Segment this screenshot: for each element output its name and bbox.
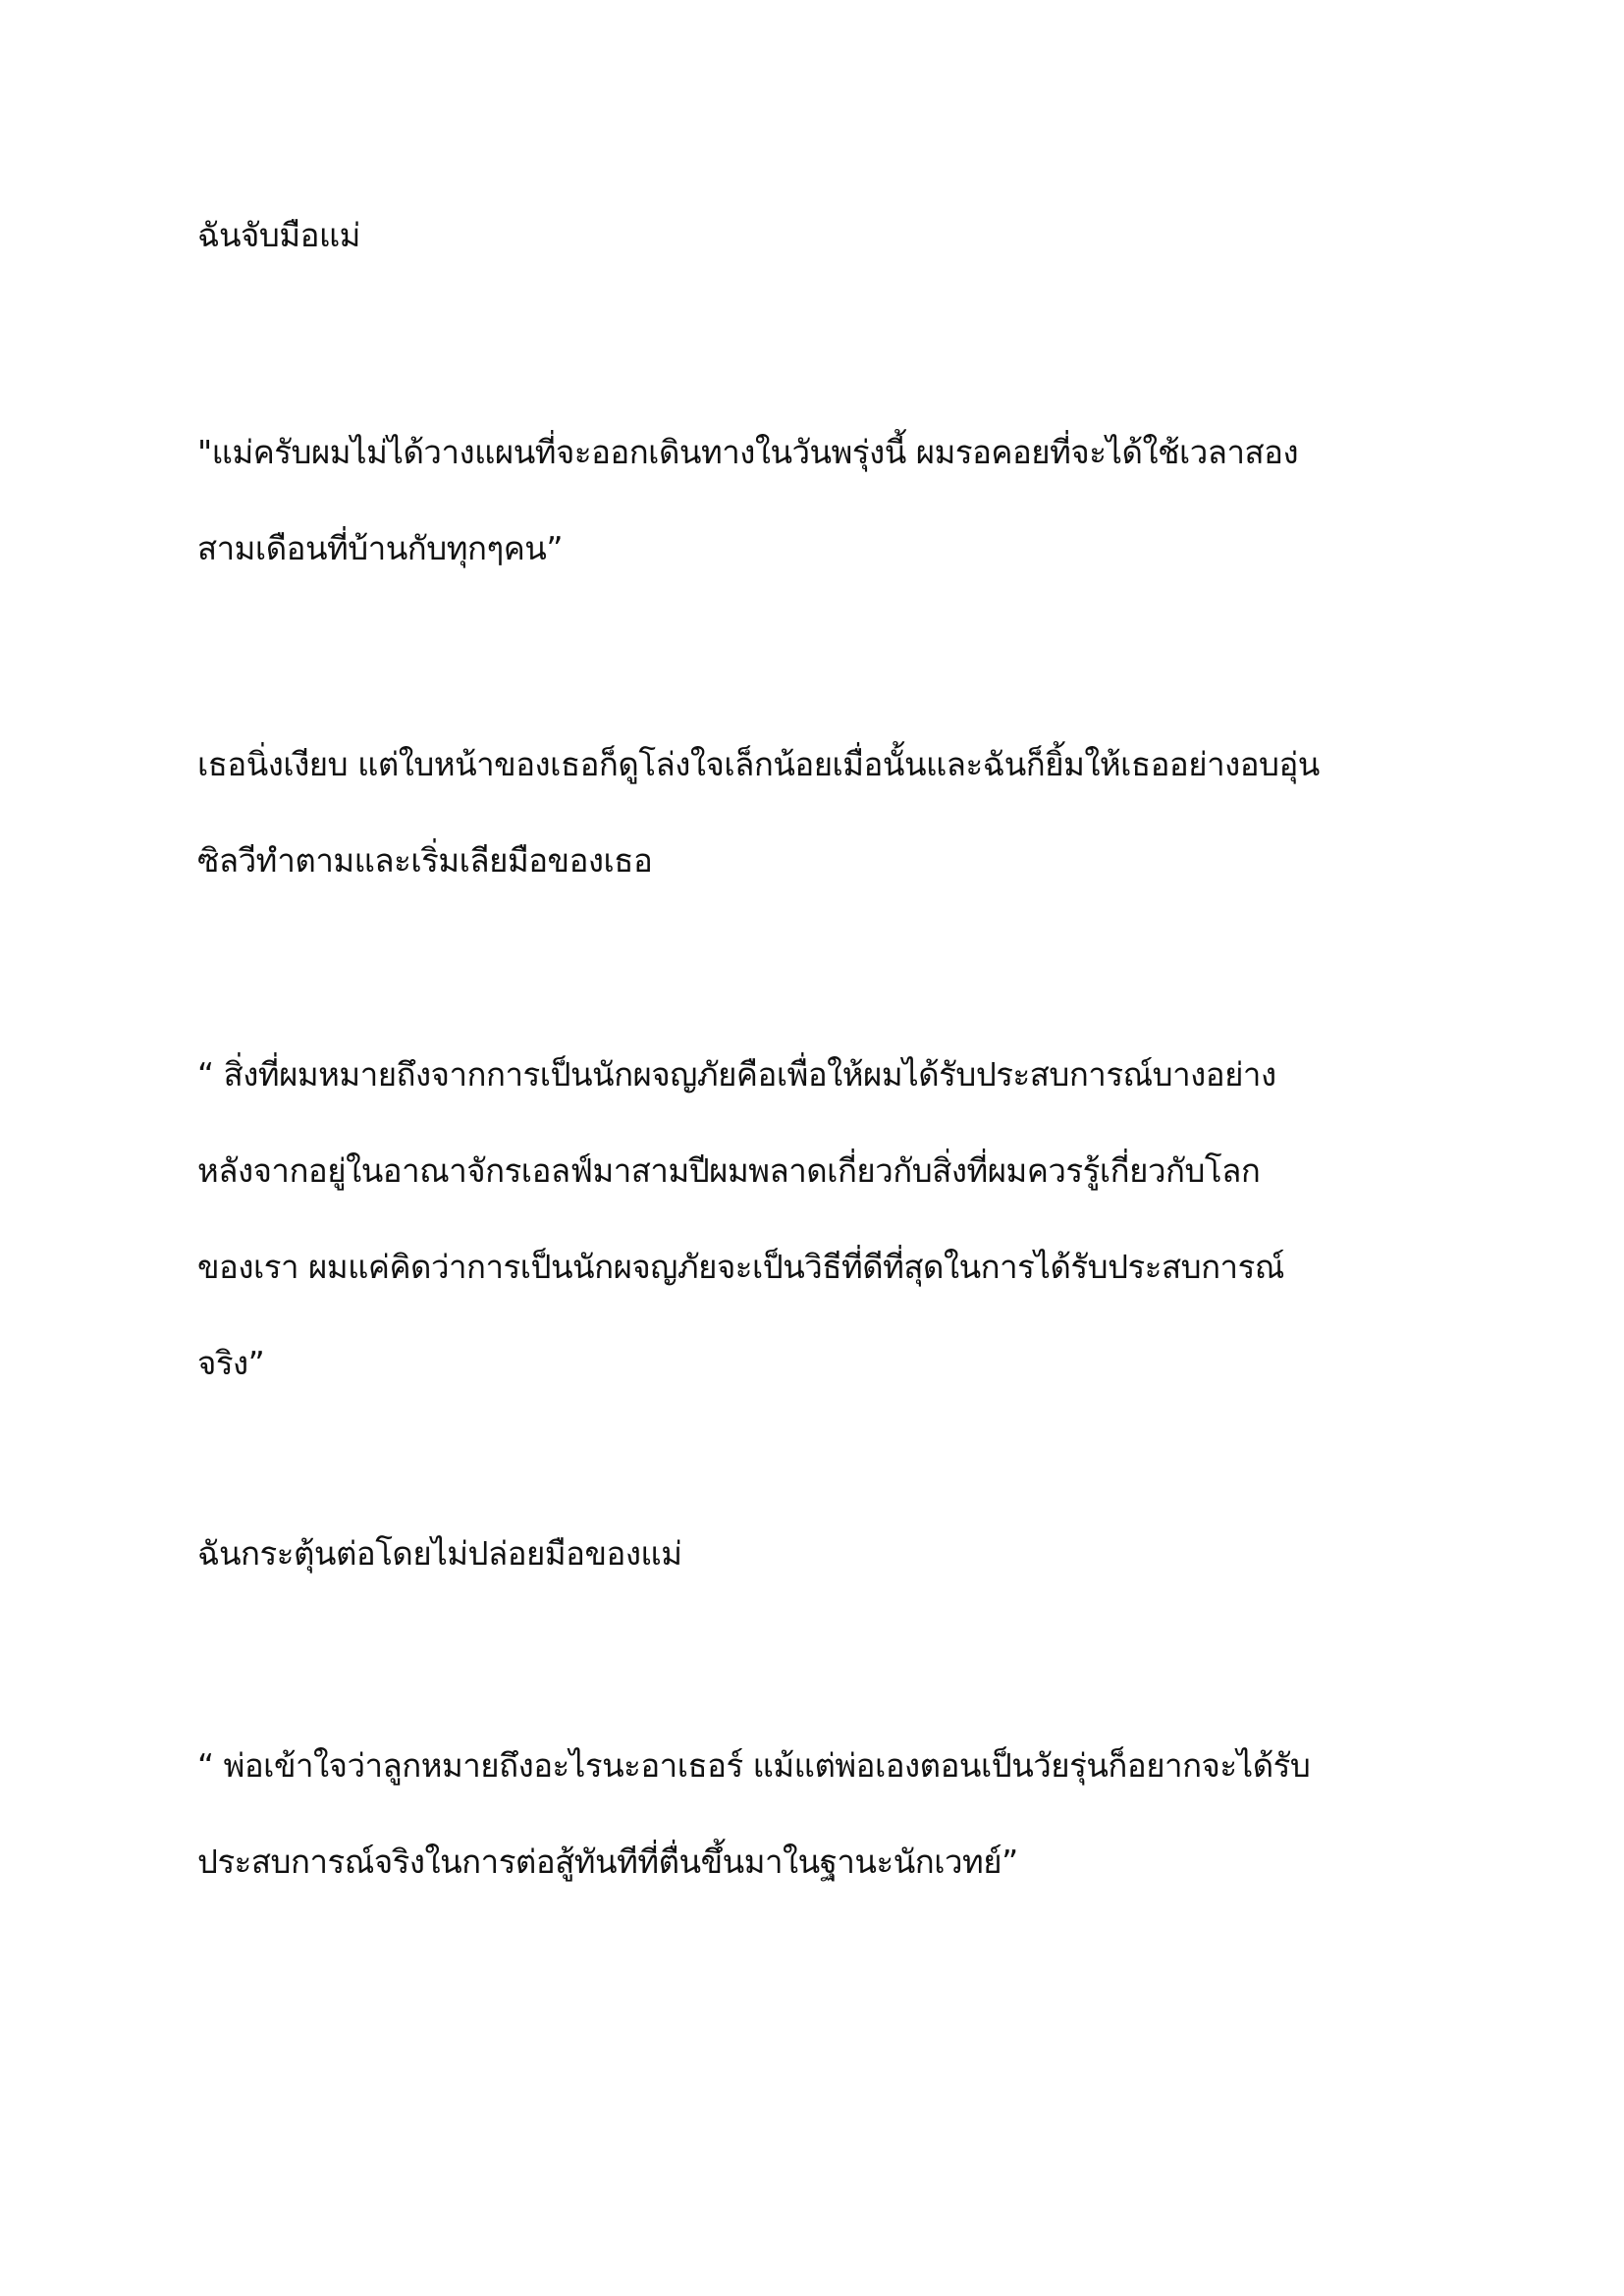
paragraph-line: “ พ่อเข้าใจว่าลูกหมายถึงอะไรนะอาเธอร์ แม้แต่พ่อเองตอนเป็นวัยรุ่นก็อยากจะได้รับ [197,1746,1311,1785]
paragraph-line: "แม่ครับผมไม่ได้วางแผนที่จะออกเดินทางในวันพรุ่งนี้ ผมรอคอยที่จะได้ใช้เวลาสอง [197,433,1299,471]
paragraph-line: ประสบการณ์จริงในการต่อสู้ทันทีที่ตื่นขึ้นมาในฐานะนักเวทย์” [197,1842,1018,1881]
paragraph-line: ฉันจับมือแม่ [197,216,360,254]
paragraph-3 [197,717,1464,909]
paragraph-line: “ สิ่งที่ผมหมายถึงจากการเป็นนักผจญภัยคือเพื่อให้ผมได้รับประสบการณ์บางอย่าง [197,1055,1276,1094]
paragraph-1 [197,187,1464,284]
paragraph-line: ซิลวีทำตามและเริ่มเลียมือของเธอ [197,841,653,880]
paragraph-line: สามเดือนที่บ้านกับทุกๆคน” [197,529,563,567]
paragraph-4 [197,1027,1464,1412]
paragraph-line: ของเรา ผมแค่คิดว่าการเป็นนักผจญภัยจะเป็นวิธีที่ดีที่สุดในการได้รับประสบการณ์ [197,1248,1284,1286]
paragraph-line: เธอนิ่งเงียบ แต่ใบหน้าของเธอก็ดูโล่งใจเล็กน้อยเมื่อนั้นและฉันก็ยิ้มให้เธออย่างอบอุ่น [197,745,1320,783]
paragraph-2 [197,404,1464,597]
paragraph-line: หลังจากอยู่ในอาณาจักรเอลฟ์มาสามปีผมพลาดเกี่ยวกับสิ่งที่ผมควรรู้เกี่ยวกับโลก [197,1151,1261,1190]
paragraph-5 [197,1506,1464,1602]
paragraph-6 [197,1718,1464,1910]
paragraph-line: จริง” [197,1344,265,1382]
paragraph-line: ฉันกระตุ้นต่อโดยไม่ปล่อยมือของแม่ [197,1534,682,1573]
